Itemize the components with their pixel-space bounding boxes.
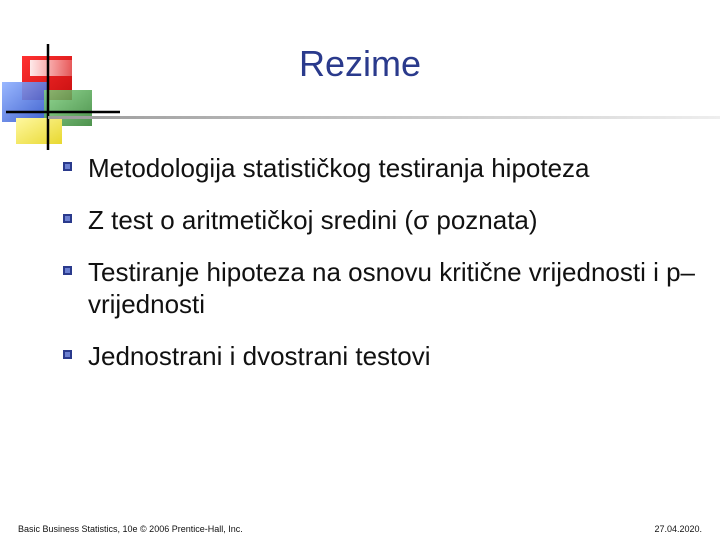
bullet-item (62, 204, 702, 236)
bullet-item (62, 340, 702, 372)
footer-copyright: Basic Business Statistics, 10e © 2006 Prentice-Hall, Inc. (18, 524, 243, 534)
bullet-text: Metodologija statističkog testiranja hipoteza (88, 153, 590, 183)
square-bullet-icon (62, 349, 74, 361)
bullet-text: Testiranje hipoteza na osnovu kritične vrijednosti i p–vrijednosti (88, 257, 696, 319)
square-bullet-icon (62, 213, 74, 225)
bullet-list (62, 152, 702, 392)
slide-title: Rezime (298, 43, 422, 84)
bullet-item (62, 152, 702, 184)
square-bullet-icon (62, 161, 74, 173)
bullet-text: Jednostrani i dvostrani testovi (88, 341, 431, 371)
bullet-text: Z test o aritmetičkoj sredini (σ poznata) (88, 205, 538, 235)
colored-squares-logo-icon (0, 40, 120, 150)
footer-date: 27.04.2020. (654, 524, 702, 534)
square-bullet-icon (62, 265, 74, 277)
bullet-item (62, 256, 702, 320)
title-divider (48, 116, 720, 119)
